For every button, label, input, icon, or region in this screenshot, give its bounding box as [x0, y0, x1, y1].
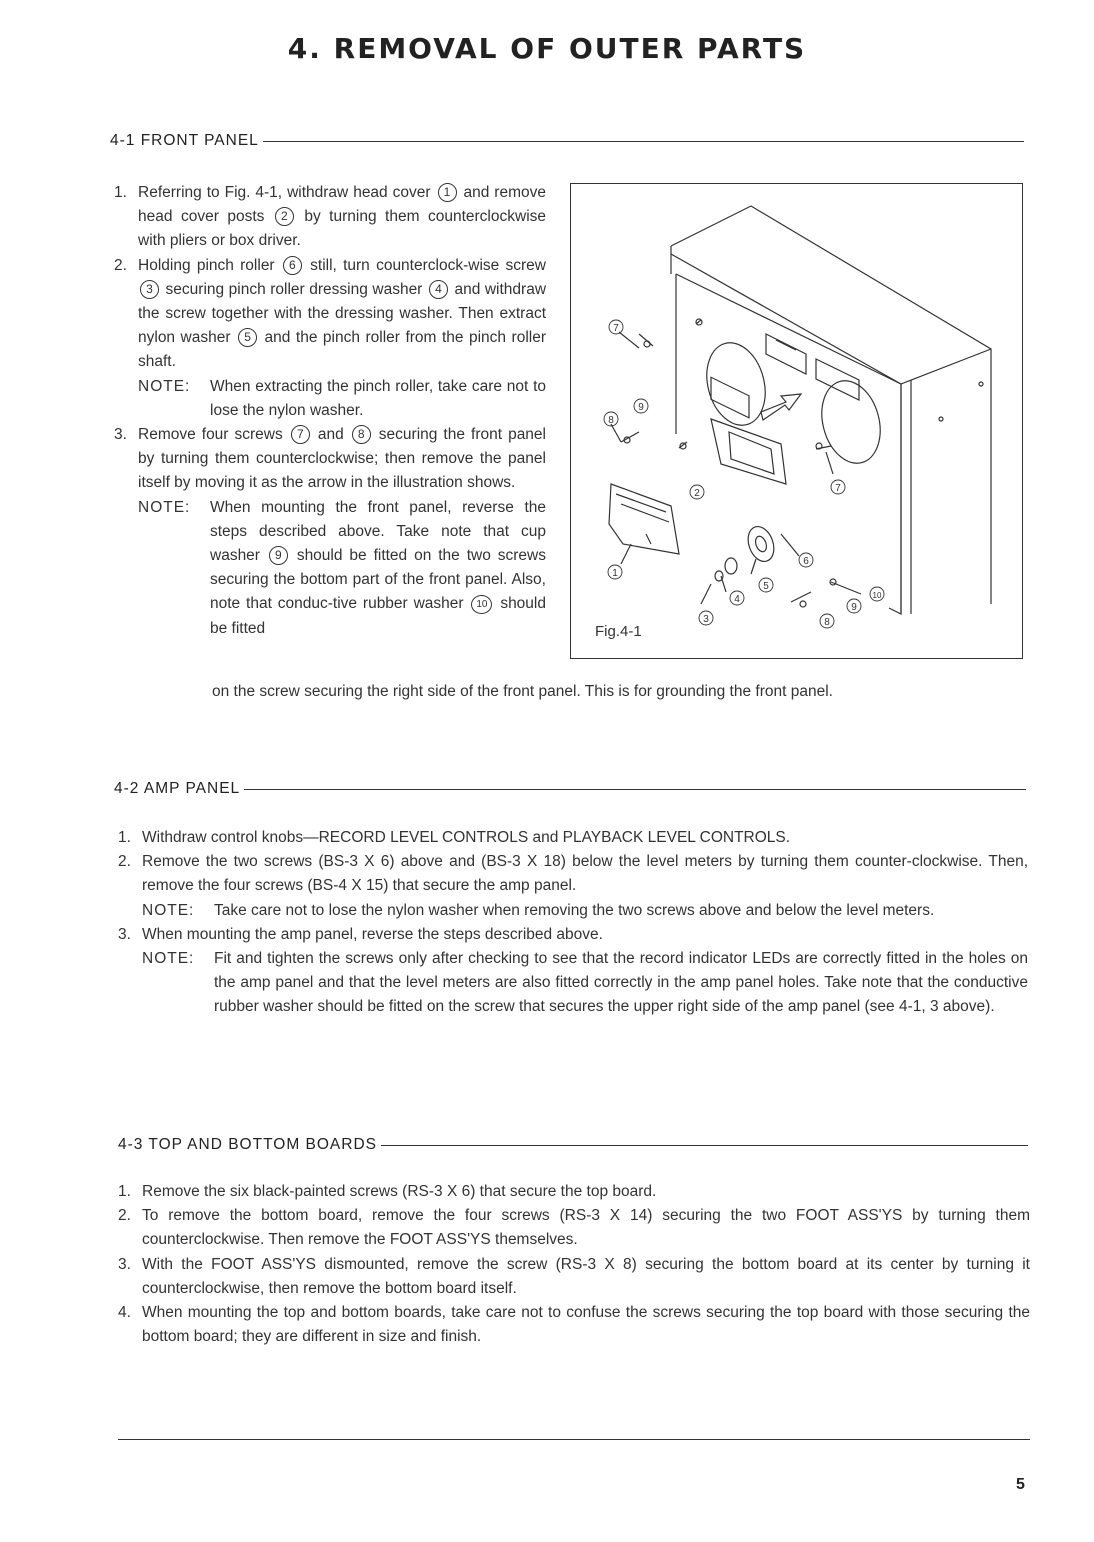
list-item: 3. With the FOOT ASS'YS dismounted, remove the screw (RS-3 X 8) securing the bottom board at its center by turning it counterclockwise, then remove the bottom board itself. — [118, 1255, 1030, 1297]
boards-steps — [118, 1180, 1030, 1349]
section-heading-top-bottom-boards: 4-3 TOP AND BOTTOM BOARDS — [118, 1136, 1028, 1154]
list-item: 4. When mounting the top and bottom boards, take care not to confuse the screws securing the top board with those securing the bottom board; they are different in size and finish. — [118, 1304, 1030, 1346]
front-panel-note-continuation: on the screw securing the right side of the front panel. This is for grounding the front panel. — [212, 683, 833, 700]
figure-callout-8: 8 — [824, 617, 830, 628]
note: NOTE: Fit and tighten the screws only after checking to see that the record indicator LEDs are correctly fitted in the holes on the amp panel and that the level meters are also fitted correctly in the amp panel holes. Take note that the conductive rubber washer should be fitted on the screw that secures the upper right side of the amp panel (see 4-1, 3 above). — [142, 950, 1028, 1016]
figure-callout-7: 7 — [835, 483, 841, 494]
page-number: 5 — [1016, 1476, 1025, 1493]
note: NOTE: When extracting the pinch roller, take care not to lose the nylon washer. — [138, 377, 546, 419]
list-item: 2. To remove the bottom board, remove the four screws (RS-3 X 14) securing the two FOOT ASS'YS by turning them counterclockwise. Then remove the FOOT ASS'YS themselves. — [118, 1207, 1030, 1249]
note: NOTE: When mounting the front panel, reverse the steps described above. Take note that cup washer 9 should be fitted on the two screws securing the bottom part of the front panel. Also, note that conduc-tive rubber washer 10 should be fitted — [138, 498, 546, 637]
callout-9: 9 — [269, 546, 288, 565]
figure-callout-5: 5 — [763, 581, 769, 592]
figure-callout-7: 7 — [613, 323, 619, 334]
figure-callout-9: 9 — [851, 602, 857, 613]
exploded-view-drawing — [571, 184, 1024, 660]
list-item: 1. Withdraw control knobs—RECORD LEVEL CONTROLS and PLAYBACK LEVEL CONTROLS. — [118, 829, 791, 846]
figure-callout-4: 4 — [734, 594, 740, 605]
figure-callout-10: 10 — [872, 591, 882, 600]
footer-rule — [118, 1439, 1030, 1440]
callout-4: 4 — [429, 280, 448, 299]
note: NOTE: Take care not to lose the nylon washer when removing the two screws above and below the level meters. — [142, 901, 935, 919]
list-item: 3. Remove four screws 7 and 8 securing the front panel by turning them counterclockwise; then remove the panel itself by moving it as the arrow in the illustration shows. — [114, 426, 546, 492]
figure-label: Fig.4-1 — [595, 623, 642, 640]
figure-4-1 — [570, 183, 1023, 659]
list-item: 3. When mounting the amp panel, reverse the steps described above. — [118, 925, 603, 943]
heading-rule — [381, 1145, 1028, 1146]
figure-callout-2: 2 — [694, 488, 700, 499]
heading-rule — [263, 141, 1024, 142]
figure-callout-9: 9 — [638, 402, 644, 413]
callout-10: 10 — [471, 595, 492, 614]
figure-callout-3: 3 — [703, 614, 709, 625]
amp-panel-steps — [118, 826, 1028, 1020]
callout-5: 5 — [238, 328, 257, 347]
figure-callout-8: 8 — [608, 415, 614, 426]
callout-7: 7 — [291, 425, 310, 444]
callout-8: 8 — [352, 425, 371, 444]
callout-2: 2 — [275, 207, 294, 226]
list-item: 1. Remove the six black-painted screws (RS-3 X 6) that secure the top board. — [118, 1183, 657, 1200]
heading-rule — [244, 789, 1026, 790]
list-item: 2. Remove the two screws (BS-3 X 6) above and (BS-3 X 18) below the level meters by turning them counter-clockwise. Then, remove the four screws (BS-4 X 15) that secure the amp panel. — [118, 853, 1028, 895]
front-panel-steps — [114, 181, 546, 641]
callout-1: 1 — [438, 183, 457, 202]
figure-callout-6: 6 — [803, 556, 809, 567]
list-item: 2. Holding pinch roller 6 still, turn counterclock-wise screw 3 securing pinch roller dressing washer 4 and withdraw the screw together with the dressing washer. Then extract nylon washer 5 and the pinch roller from the pinch roller shaft. — [114, 256, 547, 371]
figure-callout-1: 1 — [612, 568, 618, 579]
callout-3: 3 — [140, 280, 159, 299]
section-heading-front-panel: 4-1 FRONT PANEL — [110, 132, 1024, 150]
page-title: 4. REMOVAL OF OUTER PARTS — [287, 32, 807, 65]
list-item: 1. Referring to Fig. 4-1, withdraw head cover 1 and remove head cover posts 2 by turning them counterclockwise with pliers or box driver. — [114, 184, 547, 250]
section-heading-amp-panel: 4-2 AMP PANEL — [114, 780, 1026, 798]
callout-6: 6 — [283, 256, 302, 275]
